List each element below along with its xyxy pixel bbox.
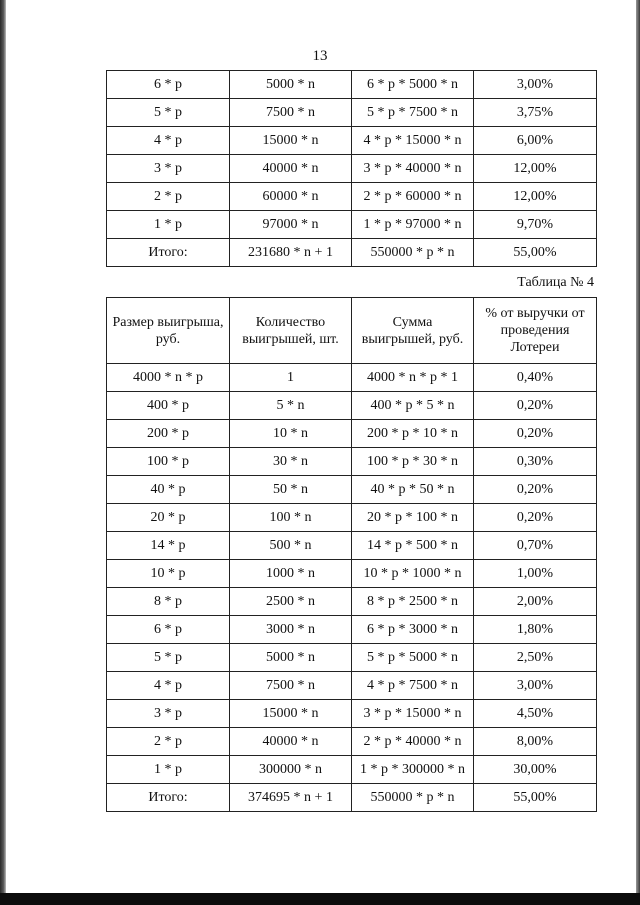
cell-prize-count: 1000 * n — [230, 560, 352, 588]
cell-prize-size: 6 * p — [107, 616, 230, 644]
cell-revenue-percent: 0,20% — [474, 420, 597, 448]
cell-revenue-percent: 8,00% — [474, 728, 597, 756]
cell-revenue-percent: 6,00% — [474, 127, 597, 155]
table-row — [107, 211, 597, 239]
table-row — [107, 476, 597, 504]
cell-revenue-percent: 3,00% — [474, 71, 597, 99]
table-row — [107, 364, 597, 392]
table-row — [107, 672, 597, 700]
table-row — [107, 99, 597, 127]
cell-prize-size: 2 * p — [107, 728, 230, 756]
table-row — [107, 420, 597, 448]
table-row — [107, 644, 597, 672]
cell-prize-size: 3 * p — [107, 155, 230, 183]
cell-revenue-percent: 0,70% — [474, 532, 597, 560]
cell-prize-size: 8 * p — [107, 588, 230, 616]
table-row — [107, 616, 597, 644]
cell-revenue-percent: 0,20% — [474, 504, 597, 532]
continued-prize-table — [106, 70, 597, 267]
table-row — [107, 784, 597, 812]
cell-revenue-percent: 0,20% — [474, 392, 597, 420]
table-row — [107, 448, 597, 476]
table-row — [107, 588, 597, 616]
cell-prize-size: Итого: — [107, 239, 230, 267]
cell-prize-sum: 4000 * n * p * 1 — [352, 364, 474, 392]
prize-table-4 — [106, 297, 597, 812]
cell-revenue-percent: 12,00% — [474, 183, 597, 211]
table-row — [107, 239, 597, 267]
table-row — [107, 392, 597, 420]
scan-edge-left — [0, 0, 6, 905]
cell-prize-sum: 550000 * p * n — [352, 239, 474, 267]
cell-prize-sum: 5 * p * 7500 * n — [352, 99, 474, 127]
cell-prize-count: 2500 * n — [230, 588, 352, 616]
cell-prize-size: 4000 * n * p — [107, 364, 230, 392]
cell-revenue-percent: 0,20% — [474, 476, 597, 504]
cell-prize-size: 1 * p — [107, 756, 230, 784]
cell-prize-size: 20 * p — [107, 504, 230, 532]
cell-prize-size: 400 * p — [107, 392, 230, 420]
cell-prize-size: 4 * p — [107, 672, 230, 700]
cell-prize-size: 2 * p — [107, 183, 230, 211]
cell-prize-count: 60000 * n — [230, 183, 352, 211]
cell-prize-count: 40000 * n — [230, 155, 352, 183]
cell-prize-size: 200 * p — [107, 420, 230, 448]
cell-revenue-percent: 55,00% — [474, 239, 597, 267]
header-prize-size: Размер выигрыша, руб. — [107, 298, 230, 364]
cell-prize-count: 3000 * n — [230, 616, 352, 644]
cell-prize-size: 100 * p — [107, 448, 230, 476]
header-prize-sum: Сумма выигрышей, руб. — [352, 298, 474, 364]
cell-prize-count: 231680 * n + 1 — [230, 239, 352, 267]
cell-prize-size: 10 * p — [107, 560, 230, 588]
cell-revenue-percent: 4,50% — [474, 700, 597, 728]
cell-prize-count: 100 * n — [230, 504, 352, 532]
cell-prize-sum: 8 * p * 2500 * n — [352, 588, 474, 616]
cell-revenue-percent: 1,80% — [474, 616, 597, 644]
cell-revenue-percent: 3,00% — [474, 672, 597, 700]
cell-prize-size: 6 * p — [107, 71, 230, 99]
header-revenue-percent: % от выручки от проведения Лотереи — [474, 298, 597, 364]
scan-edge-right — [636, 0, 640, 905]
cell-revenue-percent: 2,00% — [474, 588, 597, 616]
cell-prize-size: 5 * p — [107, 99, 230, 127]
cell-prize-sum: 6 * p * 3000 * n — [352, 616, 474, 644]
cell-revenue-percent: 3,75% — [474, 99, 597, 127]
cell-prize-size: 5 * p — [107, 644, 230, 672]
cell-prize-sum: 1 * p * 97000 * n — [352, 211, 474, 239]
cell-prize-sum: 3 * p * 15000 * n — [352, 700, 474, 728]
cell-prize-size: 40 * p — [107, 476, 230, 504]
cell-prize-size: 1 * p — [107, 211, 230, 239]
page-number: 13 — [312, 48, 328, 64]
table-row — [107, 756, 597, 784]
cell-prize-count: 1 — [230, 364, 352, 392]
table-row — [107, 560, 597, 588]
cell-prize-count: 10 * n — [230, 420, 352, 448]
scan-bottom-bar — [0, 893, 640, 905]
cell-prize-size: Итого: — [107, 784, 230, 812]
cell-prize-count: 40000 * n — [230, 728, 352, 756]
cell-prize-count: 50 * n — [230, 476, 352, 504]
cell-prize-size: 4 * p — [107, 127, 230, 155]
cell-prize-size: 3 * p — [107, 700, 230, 728]
table-row — [107, 183, 597, 211]
table-row — [107, 728, 597, 756]
cell-prize-sum: 4 * p * 7500 * n — [352, 672, 474, 700]
cell-prize-count: 15000 * n — [230, 127, 352, 155]
table-row — [107, 71, 597, 99]
cell-revenue-percent: 12,00% — [474, 155, 597, 183]
cell-prize-sum: 550000 * p * n — [352, 784, 474, 812]
cell-prize-count: 97000 * n — [230, 211, 352, 239]
table-header-row — [107, 298, 597, 364]
cell-prize-sum: 20 * p * 100 * n — [352, 504, 474, 532]
table-row — [107, 155, 597, 183]
cell-prize-count: 30 * n — [230, 448, 352, 476]
table-row — [107, 700, 597, 728]
table-row — [107, 532, 597, 560]
cell-revenue-percent: 55,00% — [474, 784, 597, 812]
cell-prize-count: 15000 * n — [230, 700, 352, 728]
cell-revenue-percent: 9,70% — [474, 211, 597, 239]
cell-prize-sum: 40 * p * 50 * n — [352, 476, 474, 504]
cell-prize-sum: 6 * p * 5000 * n — [352, 71, 474, 99]
cell-prize-sum: 2 * p * 60000 * n — [352, 183, 474, 211]
cell-prize-sum: 200 * p * 10 * n — [352, 420, 474, 448]
cell-prize-size: 14 * p — [107, 532, 230, 560]
cell-prize-sum: 100 * p * 30 * n — [352, 448, 474, 476]
cell-prize-count: 5 * n — [230, 392, 352, 420]
table-caption: Таблица № 4 — [517, 275, 594, 290]
cell-prize-count: 500 * n — [230, 532, 352, 560]
cell-revenue-percent: 0,40% — [474, 364, 597, 392]
header-prize-count: Количество выигрышей, шт. — [230, 298, 352, 364]
cell-prize-count: 7500 * n — [230, 672, 352, 700]
cell-prize-count: 374695 * n + 1 — [230, 784, 352, 812]
cell-revenue-percent: 1,00% — [474, 560, 597, 588]
table-row — [107, 127, 597, 155]
cell-revenue-percent: 0,30% — [474, 448, 597, 476]
cell-prize-sum: 400 * p * 5 * n — [352, 392, 474, 420]
cell-revenue-percent: 2,50% — [474, 644, 597, 672]
cell-prize-sum: 3 * p * 40000 * n — [352, 155, 474, 183]
cell-prize-count: 5000 * n — [230, 71, 352, 99]
cell-prize-count: 300000 * n — [230, 756, 352, 784]
cell-prize-sum: 2 * p * 40000 * n — [352, 728, 474, 756]
cell-prize-sum: 5 * p * 5000 * n — [352, 644, 474, 672]
cell-prize-sum: 4 * p * 15000 * n — [352, 127, 474, 155]
cell-prize-count: 5000 * n — [230, 644, 352, 672]
cell-prize-sum: 10 * p * 1000 * n — [352, 560, 474, 588]
table-row — [107, 504, 597, 532]
cell-revenue-percent: 30,00% — [474, 756, 597, 784]
cell-prize-count: 7500 * n — [230, 99, 352, 127]
cell-prize-sum: 14 * p * 500 * n — [352, 532, 474, 560]
cell-prize-sum: 1 * p * 300000 * n — [352, 756, 474, 784]
